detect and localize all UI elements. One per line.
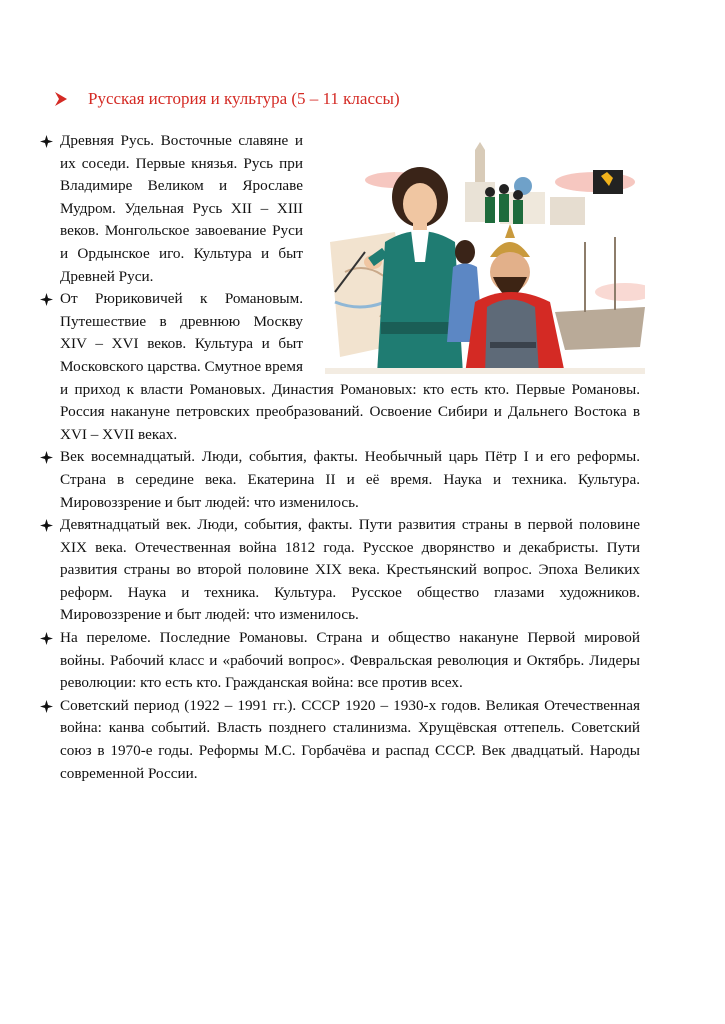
topic-item — [40, 627, 640, 695]
diamond-bullet-icon — [40, 519, 53, 532]
topic-text: Древняя Русь. Восточные славяне и их соседи. Первые князья. Русь при Владимире Великом и Ярославе Мудром. Удельная Русь XII – XIII веков. Монгольское завоевание Руси и Ордынское иго. Культура и быт Древней Руси. — [60, 132, 303, 285]
topic-text: Советский период (1922 – 1991 гг.). СССР 1920 – 1930-х годов. Великая Отечественная война: канва событий. Власть позднего сталинизма. Хрущёвская оттепель. Советский союз в 1970-е годы. Реформы М.С. Горбачёва и распад СССР. Век двадцатый. Народы современной России. — [60, 696, 640, 782]
diamond-bullet-icon — [40, 293, 53, 306]
diamond-bullet-icon — [40, 700, 53, 713]
topic-item — [40, 288, 640, 446]
topic-text: Девятнадцатый век. Люди, события, факты. Пути развития страны в первой половине XIX века. Отечественная война 1812 года. Русское дворянство и декабристы. Пути развития страны во второй половине XIX века. Крестьянский вопрос. Эпоха Великих реформ. Наука и техника. Культура. Русское общество глазами художников. Мировоззрение и быт людей: что изменилось. — [60, 516, 640, 624]
topic-item — [40, 695, 640, 785]
topic-text: На переломе. Последние Романовы. Страна и общество накануне Первой мировой войны. Рабочий класс и «рабочий вопрос». Февральская революция и Октябрь. Лидеры революции: кто есть кто. Гражданская война: все против всех. — [60, 629, 640, 692]
section-heading — [54, 88, 400, 110]
topic-item — [40, 130, 640, 288]
topic-text: От Рюриковичей к Романовым. Путешествие в древнюю Москву XIV – XVI веков. Культура и быт Московского царства. Смутное время и приход к власти Романовых. Династия Романовых: кто есть кто. Первые Романовы. Россия накануне петровских преобразований. Освоение Сибири и Дальнего Востока в XVI – XVII веках. — [60, 290, 640, 443]
topic-text: Век восемнадцатый. Люди, события, факты. Необычный царь Пётр I и его реформы. Страна в середине века. Екатерина II и её время. Наука и техника. Культура. Мировоззрение и быт людей: что изменилось. — [60, 448, 640, 511]
diamond-bullet-icon — [40, 451, 53, 464]
section-title: Русская история и культура (5 – 11 классы) — [88, 89, 400, 108]
topic-item — [40, 514, 640, 627]
diamond-bullet-icon — [40, 632, 53, 645]
arrowhead-icon — [54, 92, 68, 106]
diamond-bullet-icon — [40, 135, 53, 148]
topic-item — [40, 446, 640, 514]
topic-list — [40, 130, 640, 785]
